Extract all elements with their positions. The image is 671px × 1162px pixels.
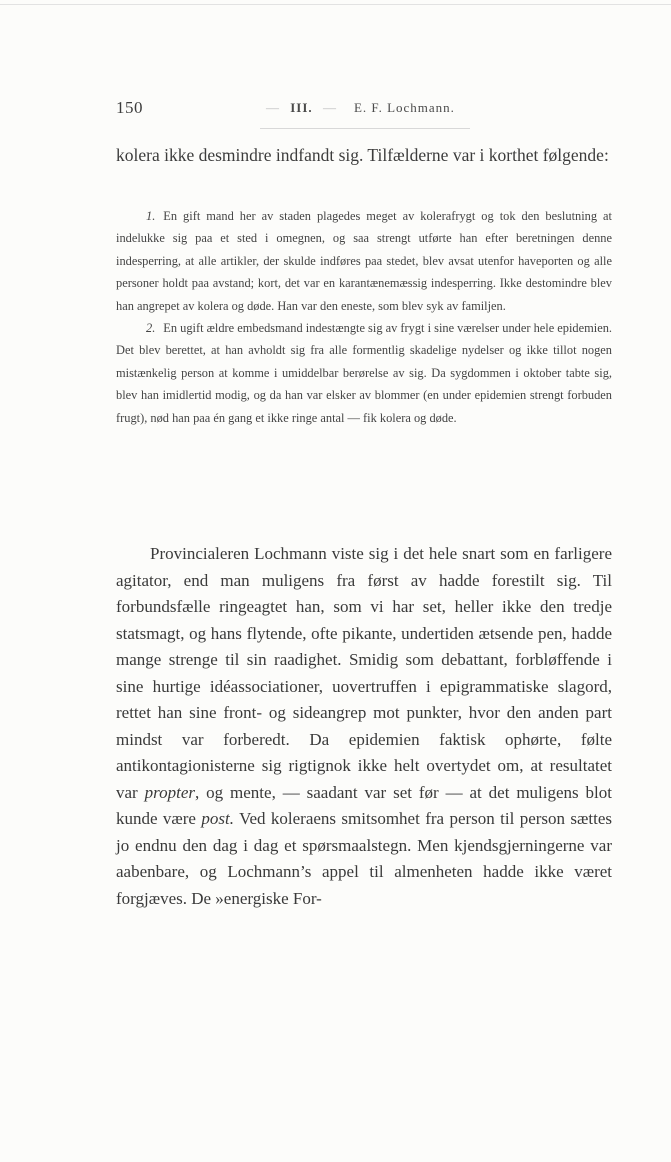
main-text-part-2: , og mente, — saadant var set før — at det muligens blot kunde være (116, 782, 612, 828)
header-dash-right: — (322, 100, 337, 115)
italic-word-post: post. (201, 809, 234, 828)
italic-word-propter: propter (144, 782, 195, 802)
page-number: 150 (116, 98, 143, 117)
case-paragraph (116, 205, 612, 317)
running-header (116, 98, 612, 126)
case-number: 1. (146, 209, 156, 223)
case-list (116, 205, 612, 429)
main-text-part-3: Ved koleraens smitsomhet fra person til person sættes jo endnu den dag i dag et spørsmaalstegn. Men kjendsgjerningerne var aabenbare, og Lochmann’s appel til almenheten hadde ikke været forgjæves. De »energiske For- (116, 809, 612, 908)
top-edge-rule (0, 4, 671, 5)
case-text: En ugift ældre embedsmand indestængte sig av frygt i sine værelser under hele epidemien. Det blev berettet, at han avholdt sig fra alle formentlig skadelige nydelser og ikke tillot nogen mistænkelig person at komme i umiddelbar berørelse av sig. Da sygdommen i oktober tabte sig, blev han imidlertid modig, og da han var elsker av blommer (en under epidemien strengt forbuden frugt), nød han paa én gang et ikke ringe antal — fik kolera og døde. (116, 321, 613, 425)
header-rule (260, 128, 470, 129)
case-text: En gift mand her av staden plagedes meget av kolerafrygt og tok den beslutning at indelukke sig paa et sted i omegnen, og saa strengt utførte han efter beretningen denne indesperring, at alle artikler, der skulde indføres paa stedet, blev avsat utenfor haveporten og alle personer holdt paa avstand; kort, det var en karantænemæssig indesperring. Ikke destomindre blev han angrepet av kolera og døde. Han var den eneste, som blev syk av familjen. (116, 209, 612, 313)
header-dash-left: — (266, 100, 280, 115)
main-paragraph (116, 541, 612, 912)
intro-paragraph: kolera ikke desmindre indfandt sig. Tilfælderne var i korthet følgende: (116, 145, 609, 165)
case-paragraph (116, 317, 612, 429)
author-name: E. F. Lochmann. (353, 100, 455, 115)
intro-paragraph-block (116, 142, 612, 168)
main-text-block (116, 541, 612, 912)
chapter-number: III. (290, 100, 313, 115)
case-number: 2. (146, 321, 156, 336)
running-head (266, 100, 455, 116)
main-text-part-1: Provincialeren Lochmann viste sig i det hele snart som en farligere agitator, end man muligens fra først av hadde forestilt sig. Til forbundsfælle ringeagtet han, som vi har set, heller ikke den tredje statsmagt, og hans flytende, ofte pikante, undertiden ætsende pen, hadde mange strenge til sin raadighet. Smidig som debattant, forbløffende i sine hurtige idéassociationer, uovertruffen i epigrammatiske slagord, rettet han sine front- og sideangrep mot punkter, hvor den anden part mindst var forberedt. Da epidemien faktisk ophørte, følte antikontagionisterne sig rigtignok ikke helt overtydet om, at resultatet var (116, 544, 612, 802)
